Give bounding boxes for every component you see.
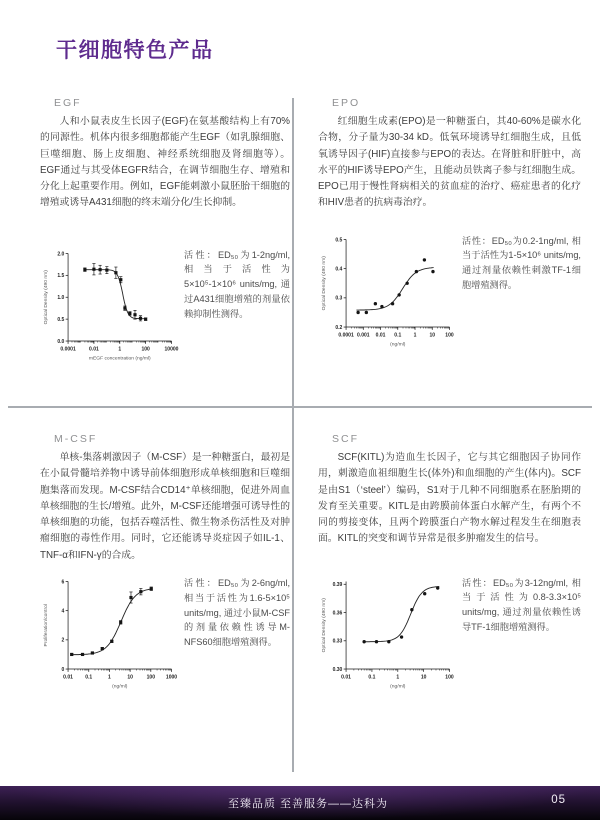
scf-activity: 活性：ED₅₀为3-12ng/ml, 相当于活性为0.8-3.3×10⁵ units/mg, 通过剂量依赖性诱导TF-1细胞增殖测得。 [462, 577, 581, 633]
svg-text:10: 10 [429, 331, 436, 338]
mcsf-heading: M-CSF [54, 433, 98, 445]
svg-text:0.0001: 0.0001 [338, 331, 354, 338]
svg-text:1.0: 1.0 [57, 294, 65, 301]
svg-text:0.2: 0.2 [335, 324, 343, 331]
egf-description: 人和小鼠表皮生长因子(EGF)在氨基酸结构上有70%的同源性。机体内很多细胞都能产生EGF（如乳腺细胞、巨噬细胞、肠上皮细胞、神经系统细胞及肾细胞等）。EGF通过与其受体EGFR结合，在调节细胞生存、增殖和分化上起重要作用。例如，EGF能刺激小鼠胚胎干细胞的增殖或诱导A431细胞的终末端分化/生长抑制。 [40, 116, 290, 209]
epo-lower-row [318, 232, 581, 355]
egf-activity: 活性：ED₅₀为1-2ng/ml, 相当于活性为5×10⁵-1×10⁶ units/mg, 通过A431细胞增殖的剂量依赖抑制性测得。 [184, 249, 290, 320]
svg-text:2: 2 [61, 637, 65, 644]
scf-dose-response-chart [318, 574, 458, 697]
scf-lower-row [318, 574, 581, 697]
mcsf-lower-row [40, 574, 290, 697]
svg-text:100: 100 [146, 674, 156, 681]
svg-text:0.1: 0.1 [368, 673, 376, 680]
epo-dose-response-chart [318, 232, 458, 355]
mcsf-activity: 活性：ED₅₀为2-6ng/ml, 相当于活性为1.6-5×10⁵ units/mg, 通过小鼠M-CSF的剂量依赖性诱导M-NFS60细胞增殖测得。 [184, 577, 290, 648]
svg-text:0.30: 0.30 [332, 666, 343, 673]
section-mcsf [40, 433, 290, 697]
svg-text:1: 1 [108, 674, 111, 681]
epo-description: 红细胞生成素(EPO)是一种糖蛋白，其40-60%是碳水化合物，分子量为30-34 kD。低氧环境诱导红细胞生成，且低氧诱导因子(HIF)直接参与EPO的表达。在肾脏和肝脏中，高水平的HIF诱导EPO产生，且能动员铁离子参与红细胞生成。EPO已用于慢性肾病相关的贫血症的治疗、癌症患者的化疗和HIV患者的抗病毒治疗。 [318, 116, 581, 209]
svg-text:0.0: 0.0 [57, 338, 65, 345]
epo-heading: EPO [332, 97, 361, 109]
mcsf-description: 单核-集落刺激因子（M-CSF）是一种糖蛋白，最初是在小鼠骨髓培养物中诱导前体细胞形成单核细胞和巨噬细胞集落而发现。M-CSF结合CD14⁺单核细胞，促进外周血单核细胞的生长/增殖。此外，M-CSF还能增强可诱导性的单核细胞的功能，包括吞噬活性、微生物杀伤活性及对肿瘤细胞的毒性作用。同时，它还能诱导炎症因子如IL-1、TNF-α和IFN-γ的合成。 [40, 452, 290, 561]
svg-text:1: 1 [396, 673, 400, 680]
svg-text:1.5: 1.5 [57, 272, 65, 279]
svg-text:mEGF concentration (ng/ml): mEGF concentration (ng/ml) [88, 356, 151, 362]
svg-text:0.36: 0.36 [332, 609, 343, 616]
section-scf [318, 433, 581, 697]
scf-heading: SCF [332, 433, 359, 445]
svg-text:0.01: 0.01 [63, 674, 73, 681]
svg-text:0.39: 0.39 [332, 581, 343, 588]
svg-text:0.4: 0.4 [335, 266, 343, 273]
svg-text:Optical Density (490 nm): Optical Density (490 nm) [322, 597, 328, 652]
svg-text:10000: 10000 [164, 345, 179, 352]
epo-activity: 活性：ED₅₀为0.2-1ng/ml, 相当于活性为1-5×10⁶ units/mg, 通过剂量依赖性刺激TF-1细胞增殖测得。 [462, 235, 581, 291]
svg-text:10: 10 [127, 674, 133, 681]
svg-text:1: 1 [118, 345, 122, 352]
svg-text:2.0: 2.0 [57, 250, 65, 257]
svg-text:(ng/ml): (ng/ml) [390, 342, 406, 348]
svg-text:0.5: 0.5 [57, 316, 65, 323]
footer-bar [0, 786, 600, 820]
horizontal-divider [8, 406, 592, 408]
svg-text:4: 4 [61, 608, 65, 615]
egf-lower-row [40, 246, 290, 369]
svg-text:0.5: 0.5 [335, 236, 343, 243]
svg-text:0.1: 0.1 [85, 674, 93, 681]
svg-text:0.01: 0.01 [89, 345, 99, 352]
page-title: 干细胞特色产品 [56, 39, 214, 62]
vertical-divider [292, 98, 294, 772]
footer-slogan: 至臻品质 至善服务——达科为 [228, 798, 389, 810]
egf-dose-response-chart [40, 246, 180, 369]
section-egf [40, 97, 290, 369]
svg-text:0.01: 0.01 [341, 673, 351, 680]
svg-text:1: 1 [413, 331, 417, 338]
svg-text:Proliferation/control: Proliferation/control [44, 603, 50, 647]
svg-text:100: 100 [445, 331, 454, 338]
svg-text:0.1: 0.1 [394, 331, 402, 338]
svg-text:0.01: 0.01 [375, 331, 386, 338]
svg-text:10: 10 [420, 673, 427, 680]
svg-text:(ng/ml): (ng/ml) [112, 684, 128, 690]
svg-text:Optical Density (490 nm): Optical Density (490 nm) [44, 269, 50, 324]
scf-description: SCF(KITL)为造血生长因子，它与其它细胞因子协同作用，刺激造血祖细胞生长(体外)和血细胞的产生(体内)。SCF是由S1（‘steel’）编码，S1对于几种不同细胞系在胚胎期的发育至关重要。KITL是由跨膜前体蛋白水解产生，有两个不同的剪接变体，且两个跨膜蛋白产物水解过程发生在细胞表面。KITL的突变和调节异常是很多肿瘤发生的信号。 [318, 452, 581, 545]
section-epo [318, 97, 581, 355]
svg-text:100: 100 [445, 673, 454, 680]
svg-text:0.0001: 0.0001 [60, 345, 76, 352]
svg-text:(ng/ml): (ng/ml) [390, 684, 406, 690]
svg-text:0.001: 0.001 [357, 331, 370, 338]
svg-text:6: 6 [61, 579, 65, 586]
svg-text:Optical Density (490 nm): Optical Density (490 nm) [322, 255, 328, 310]
egf-heading: EGF [54, 97, 82, 109]
mcsf-dose-response-chart [40, 574, 180, 697]
svg-text:0.3: 0.3 [335, 295, 343, 302]
page-number: 05 [551, 794, 566, 806]
svg-text:1000: 1000 [165, 674, 178, 681]
svg-text:100: 100 [141, 345, 150, 352]
svg-text:0: 0 [61, 666, 65, 673]
svg-text:0.33: 0.33 [332, 638, 343, 645]
